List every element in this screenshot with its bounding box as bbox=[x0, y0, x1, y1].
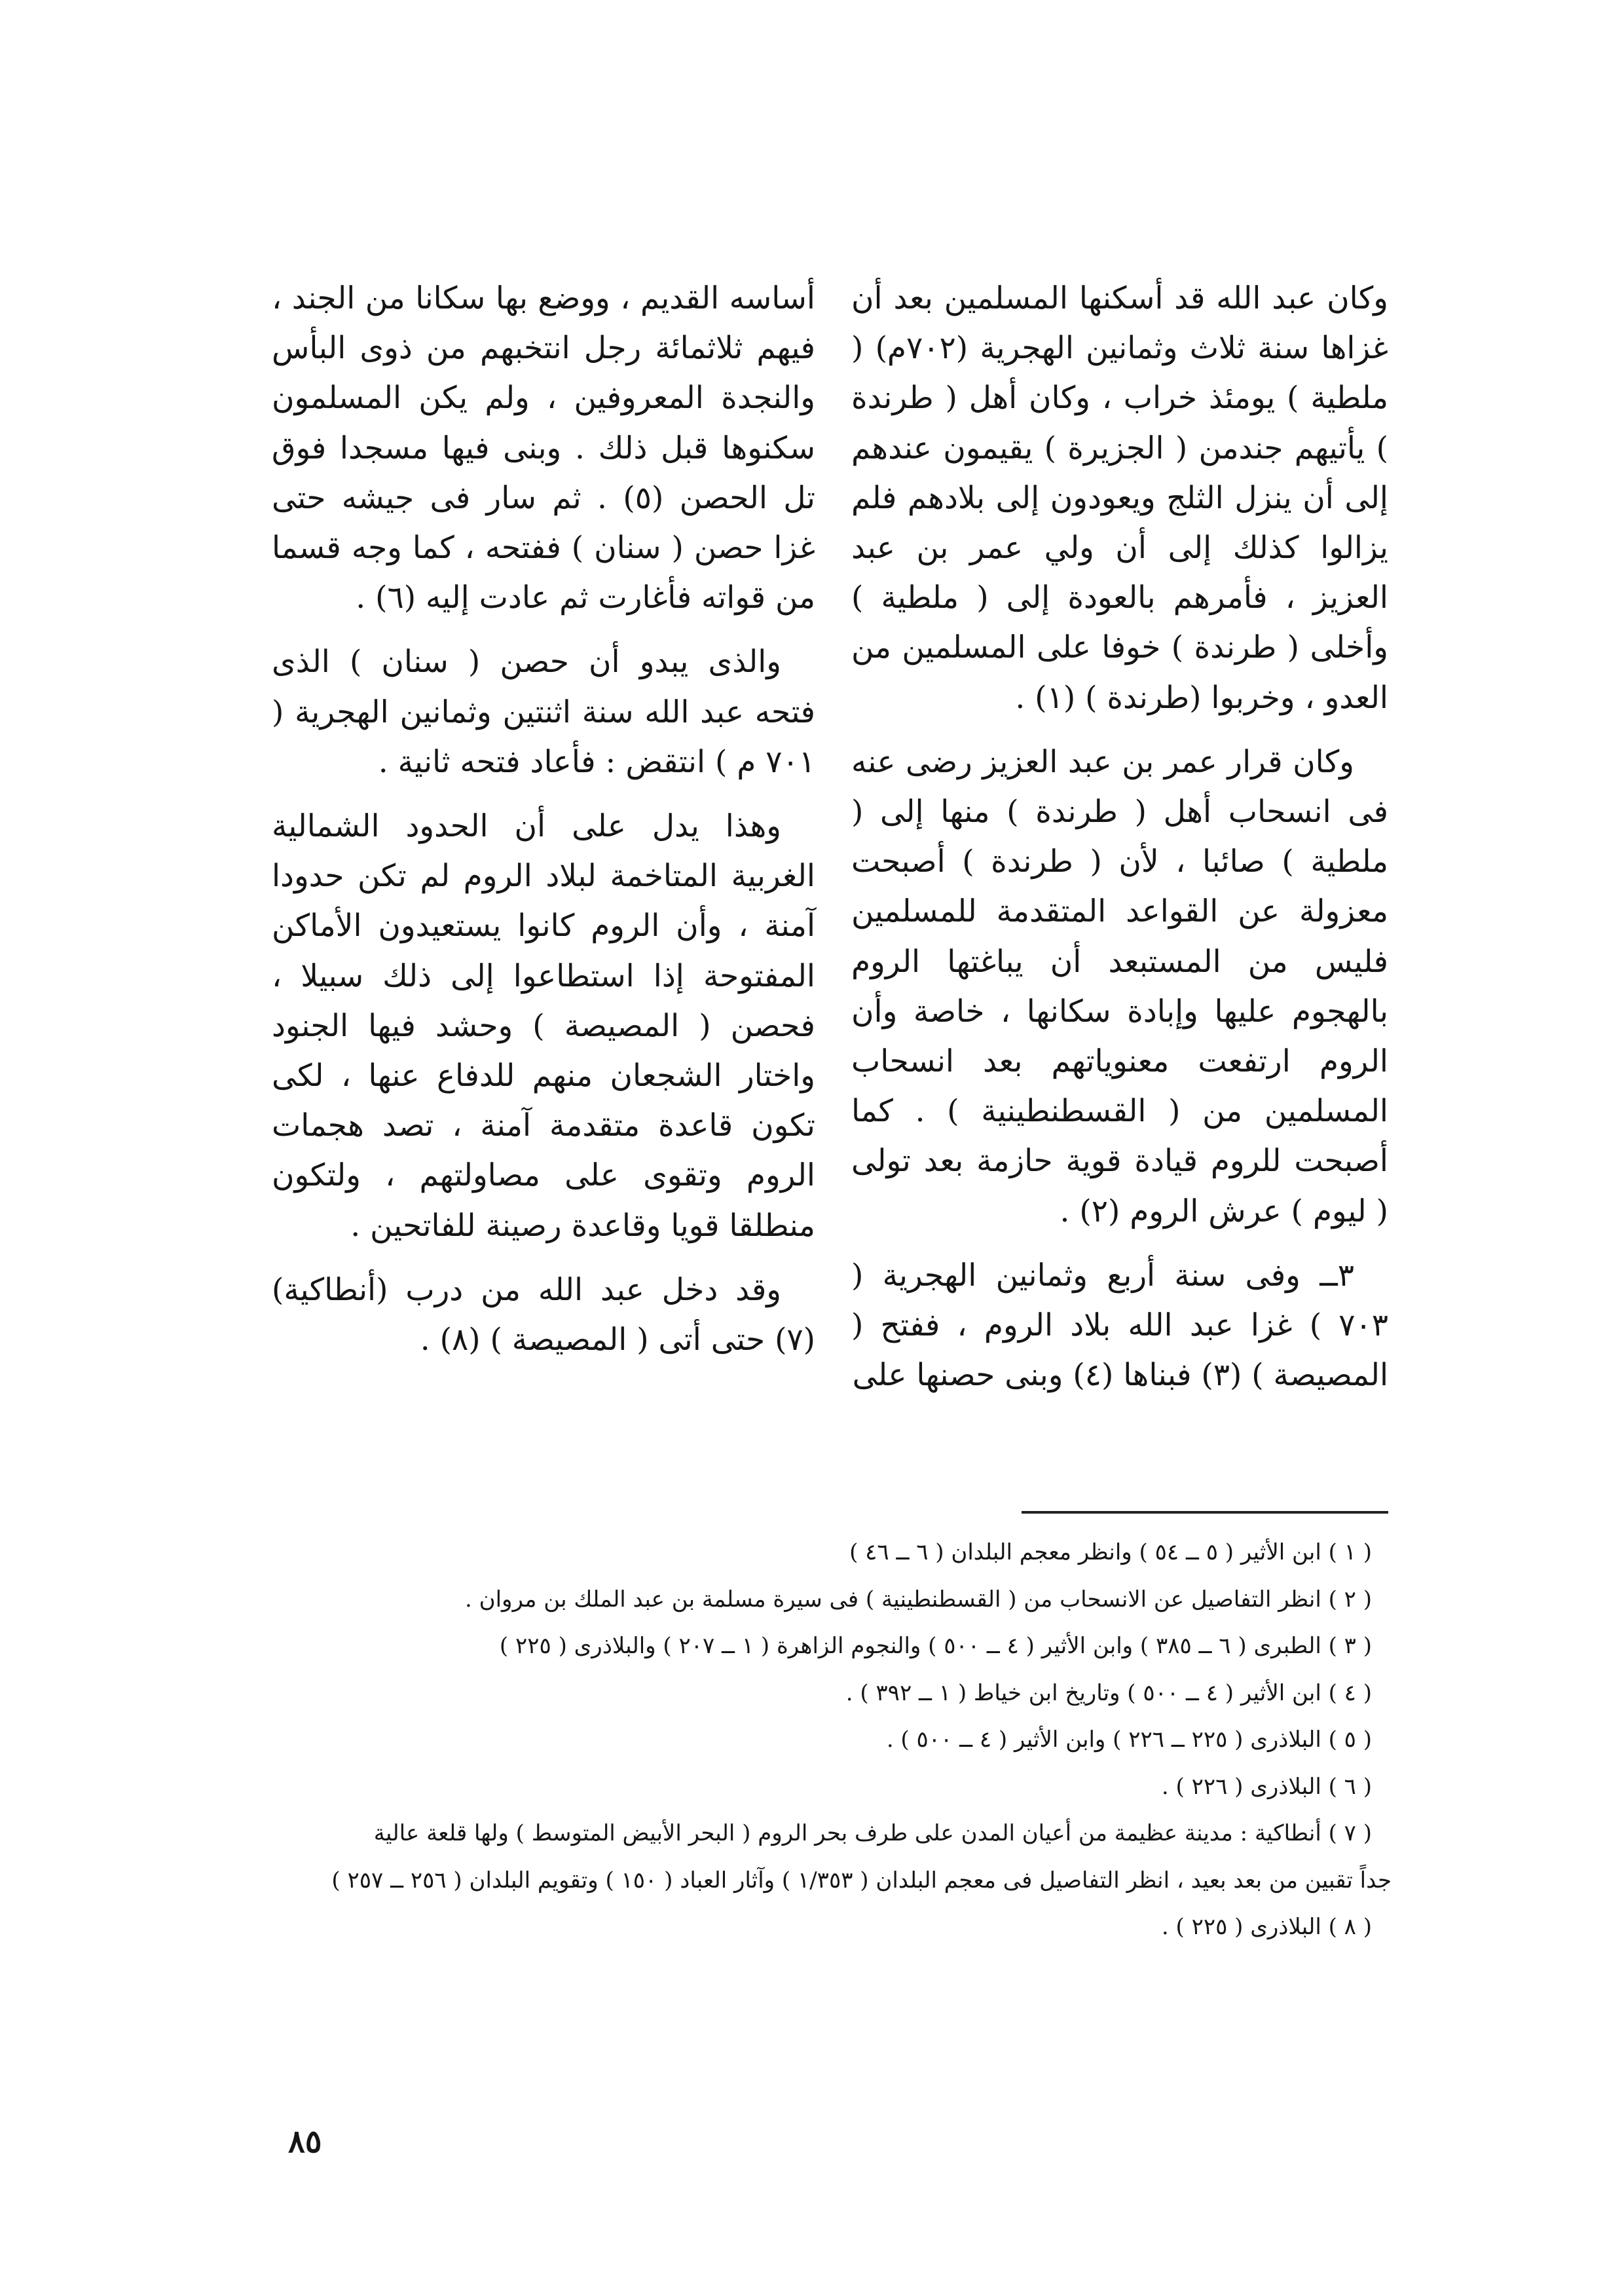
paragraph: ٣ــ وفى سنة أربع وثمانين الهجرية ( ٧٠٣ ) غزا عبد الله بلاد الروم ، ففتح ( المصيصة ) (٣) فبناها (٤) وبنى حصنها على bbox=[851, 1257, 1388, 1394]
footnote: ( ٢ ) انظر التفاصيل عن الانسحاب من ( القسطنطينية ) فى سيرة مسلمة بن عبد الملك بن مروان . bbox=[465, 1586, 1372, 1613]
footnote: ( ٣ ) الطبرى ( ٦ ــ ٣٨٥ ) وابن الأثير ( ٤ ــ ٥٠٠ ) والنجوم الزاهرة ( ١ ــ ٢٠٧ ) والبلاذرى ( ٢٢٥ ) bbox=[499, 1633, 1372, 1659]
paragraph: وكان عبد الله قد أسكنها المسلمين بعد أن غزاها سنة ثلاث وثمانين الهجرية (٧٠٢م) ( ملطية ) يومئذ خراب ، وكان أهل ( طرندة ) يأتيهم جندمن ( الجزيرة ) يقيمون عندهم إلى أن ينزل الثلج ويعودون إلى بلادهم فلم يزالوا كذلك إلى أن ولي عمر بن عبد العزيز ، فأمرهم بالعودة إلى ( ملطية ) وأخلى ( طرندة ) خوفا على المسلمين من العدو ، وخربوا (طرندة ) (١) . bbox=[851, 280, 1388, 716]
footnote-divider bbox=[1022, 1511, 1388, 1514]
paragraph: وهذا يدل على أن الحدود الشمالية الغربية المتاخمة لبلاد الروم لم تكن حدودا آمنة ، وأن الروم كانوا يستعيدون الأماكن المفتوحة إذا استطاعوا إلى ذلك سبيلا ، فحصن ( المصيصة ) وحشد فيها الجنود واختار الشجعان منهم للدفاع عنها ، لكى تكون قاعدة متقدمة آمنة ، تصد هجمات الروم وتقوى على مصاولتهم ، ولتكون منطلقا قويا وقاعدة رصينة للفاتحين . bbox=[272, 808, 815, 1244]
footnote-continuation: جداً تقبين من بعد بعيد ، انظر التفاصيل فى معجم البلدان ( ١/٣٥٣ ) وآثار العباد ( ١٥٠ ) وتقويم البلدان ( ٢٥٦ ــ ٢٥٧ ) bbox=[331, 1867, 1392, 1894]
left-text-column bbox=[272, 274, 815, 1365]
footnote: ( ٨ ) البلاذرى ( ٢٢٥ ) . bbox=[1161, 1914, 1372, 1940]
footnote: ( ٤ ) ابن الأثير ( ٤ ــ ٥٠٠ ) وتاريخ ابن خياط ( ١ ــ ٣٩٢ ) . bbox=[845, 1679, 1372, 1706]
footnotes bbox=[262, 1529, 1392, 1951]
page-number: ٨٥ bbox=[288, 2123, 322, 2160]
footnote: ( ١ ) ابن الأثير ( ٥ ــ ٥٤ ) وانظر معجم البلدان ( ٦ ــ ٤٦ ) bbox=[849, 1539, 1372, 1565]
paragraph: وقد دخل عبد الله من درب (أنطاكية) (٧) حتى أتى ( المصيصة ) (٨) . bbox=[272, 1271, 815, 1358]
paragraph: أساسه القديم ، ووضع بها سكانا من الجند ، فيهم ثلاثمائة رجل انتخبهم من ذوى البأس والنجدة المعروفين ، ولم يكن المسلمون سكنوها قبل ذلك . وبنى فيها مسجدا فوق تل الحصن (٥) . ثم سار فى جيشه حتى غزا حصن ( سنان ) ففتحه ، كما وجه قسما من قواته فأغارت ثم عادت إليه (٦) . bbox=[272, 280, 815, 616]
footnote: ( ٧ ) أنطاكية : مدينة عظيمة من أعيان المدن على طرف بحر الروم ( البحر الأبيض المتوسط ) ولها قلعة عالية bbox=[373, 1820, 1372, 1846]
footnote: ( ٥ ) البلاذرى ( ٢٢٥ ــ ٢٢٦ ) وابن الأثير ( ٤ ــ ٥٠٠ ) . bbox=[886, 1726, 1372, 1753]
paragraph: والذى يبدو أن حصن ( سنان ) الذى فتحه عبد الله سنة اثنتين وثمانين الهجرية ( ٧٠١ م ) انتقض : فأعاد فتحه ثانية . bbox=[272, 644, 815, 780]
footnote: ( ٦ ) البلاذرى ( ٢٢٦ ) . bbox=[1161, 1773, 1372, 1800]
right-text-column bbox=[851, 274, 1388, 1400]
paragraph: وكان قرار عمر بن عبد العزيز رضى عنه فى انسحاب أهل ( طرندة ) منها إلى ( ملطية ) صائبا ، لأن ( طرندة ) أصبحت معزولة عن القواعد المتقدمة للمسلمين فليس من المستبعد أن يباغتها الروم بالهجوم عليها وإبادة سكانها ، خاصة وأن الروم ارتفعت معنوياتهم بعد انسحاب المسلمين من ( القسطنطينية ) . كما أصبحت للروم قيادة قوية حازمة بعد تولى ( ليوم ) عرش الروم (٢) . bbox=[851, 743, 1388, 1229]
